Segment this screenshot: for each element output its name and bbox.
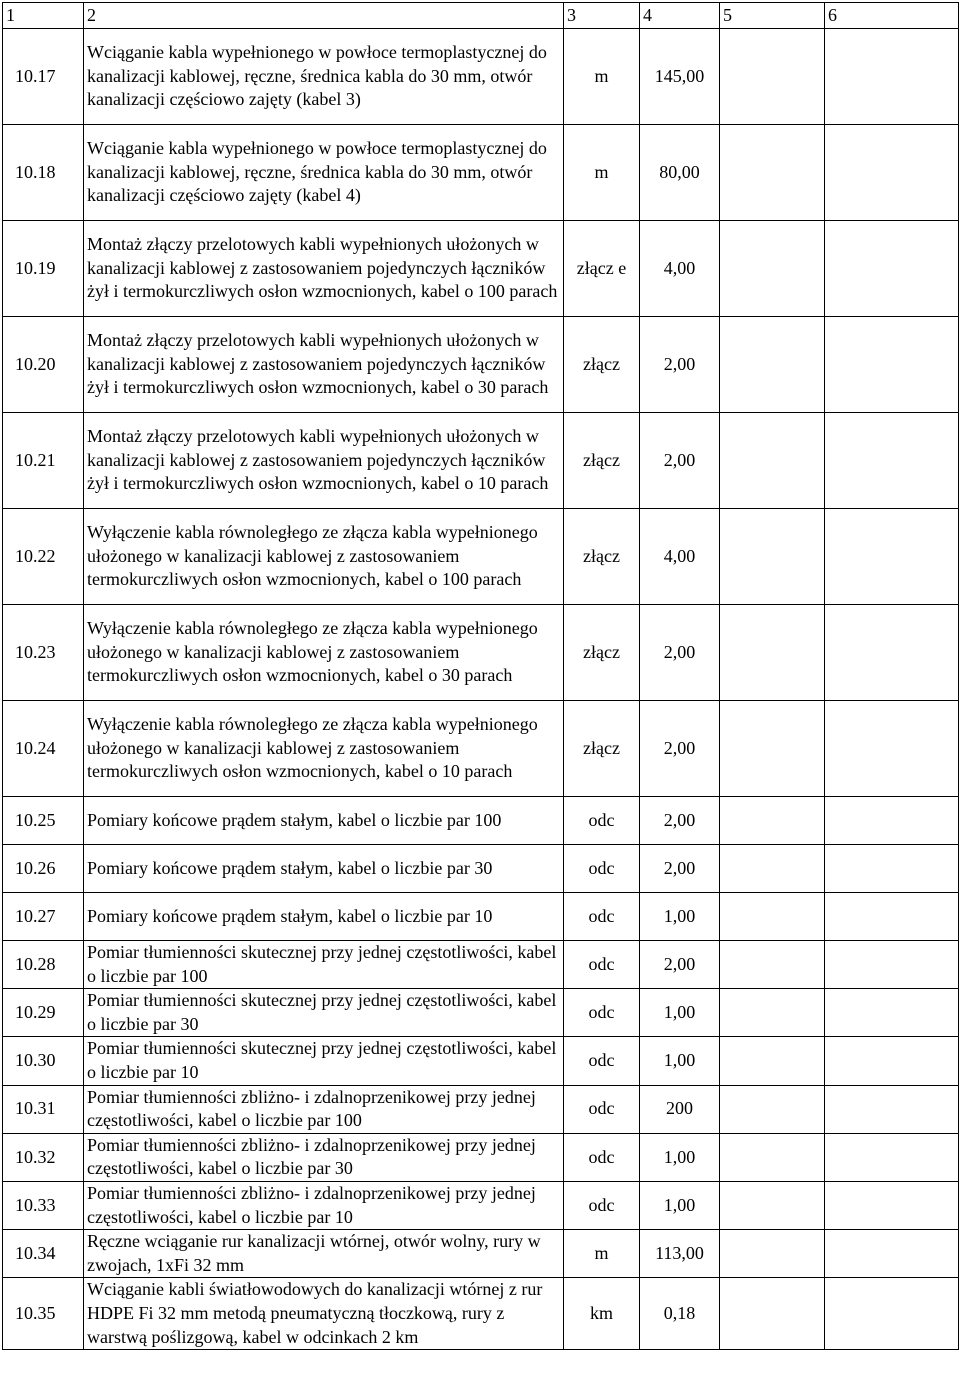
item-unit: złącz [564,605,640,701]
item-col-6 [825,1133,959,1181]
item-col-5 [720,1230,825,1278]
item-col-6 [825,1085,959,1133]
item-description: Pomiar tłumienności skutecznej przy jednej częstotliwości, kabel o liczbie par 100 [84,941,564,989]
item-description: Montaż złączy przelotowych kabli wypełnionych ułożonych w kanalizacji kablowej z zastosowaniem pojedynczych łączników żył i termokurczliwych osłon wzmocnionych, kabel o 100 parach [84,221,564,317]
item-number: 10.34 [3,1230,84,1278]
item-quantity: 1,00 [640,1133,720,1181]
item-description: Pomiar tłumienności zbliżno- i zdalnoprzenikowej przy jednej częstotliwości, kabel o liczbie par 100 [84,1085,564,1133]
item-description: Wyłączenie kabla równoległego ze złącza kabla wypełnionego ułożonego w kanalizacji kablowej z zastosowaniem termokurczliwych osłon wzmocnionych, kabel o 30 parach [84,605,564,701]
table-body [3,29,959,1350]
item-number: 10.28 [3,941,84,989]
item-col-6 [825,125,959,221]
item-col-6 [825,1181,959,1229]
table-row [3,941,959,989]
item-quantity: 2,00 [640,701,720,797]
table-row [3,509,959,605]
item-description: Wyłączenie kabla równoległego ze złącza kabla wypełnionego ułożonego w kanalizacji kablowej z zastosowaniem termokurczliwych osłon wzmocnionych, kabel o 10 parach [84,701,564,797]
table-header [3,3,959,29]
item-unit: złącz e [564,221,640,317]
item-number: 10.27 [3,893,84,941]
table-row [3,1181,959,1229]
item-unit: złącz [564,317,640,413]
item-description: Pomiary końcowe prądem stałym, kabel o liczbie par 10 [84,893,564,941]
item-number: 10.23 [3,605,84,701]
item-unit: odc [564,941,640,989]
item-description: Wciąganie kabli światłowodowych do kanalizacji wtórnej z rur HDPE Fi 32 mm metodą pneumatyczną tłoczkową, rury z warstwą poślizgową, kabel w odcinkach 2 km [84,1278,564,1350]
item-unit: odc [564,1085,640,1133]
item-description: Wciąganie kabla wypełnionego w powłoce termoplastycznej do kanalizacji kablowej, ręczne, średnica kabla do 30 mm, otwór kanalizacji częściowo zajęty (kabel 4) [84,125,564,221]
item-quantity: 145,00 [640,29,720,125]
item-unit: złącz [564,509,640,605]
item-unit: odc [564,989,640,1037]
item-description: Ręczne wciąganie rur kanalizacji wtórnej, otwór wolny, rury w zwojach, 1xFi 32 mm [84,1230,564,1278]
item-description: Pomiar tłumienności skutecznej przy jednej częstotliwości, kabel o liczbie par 30 [84,989,564,1037]
item-quantity: 200 [640,1085,720,1133]
item-col-5 [720,797,825,845]
table-row [3,989,959,1037]
item-quantity: 1,00 [640,989,720,1037]
header-col-5: 5 [720,3,825,29]
header-col-6: 6 [825,3,959,29]
cost-estimate-table [2,2,959,1350]
item-unit: złącz [564,413,640,509]
item-description: Montaż złączy przelotowych kabli wypełnionych ułożonych w kanalizacji kablowej z zastosowaniem pojedynczych łączników żył i termokurczliwych osłon wzmocnionych, kabel o 30 parach [84,317,564,413]
item-quantity: 2,00 [640,605,720,701]
item-number: 10.32 [3,1133,84,1181]
item-description: Wciąganie kabla wypełnionego w powłoce termoplastycznej do kanalizacji kablowej, ręczne, średnica kabla do 30 mm, otwór kanalizacji częściowo zajęty (kabel 3) [84,29,564,125]
item-number: 10.19 [3,221,84,317]
item-col-5 [720,413,825,509]
item-unit: odc [564,1181,640,1229]
item-unit: odc [564,1133,640,1181]
item-description: Montaż złączy przelotowych kabli wypełnionych ułożonych w kanalizacji kablowej z zastosowaniem pojedynczych łączników żył i termokurczliwych osłon wzmocnionych, kabel o 10 parach [84,413,564,509]
header-col-3: 3 [564,3,640,29]
item-col-5 [720,845,825,893]
item-col-6 [825,845,959,893]
item-col-6 [825,1278,959,1350]
item-quantity: 2,00 [640,413,720,509]
table-row [3,893,959,941]
table-row [3,1133,959,1181]
item-col-5 [720,509,825,605]
item-quantity: 2,00 [640,941,720,989]
item-col-6 [825,989,959,1037]
item-unit: m [564,125,640,221]
item-col-5 [720,1181,825,1229]
item-col-5 [720,221,825,317]
item-description: Pomiar tłumienności skutecznej przy jednej częstotliwości, kabel o liczbie par 10 [84,1037,564,1085]
item-quantity: 4,00 [640,221,720,317]
item-number: 10.31 [3,1085,84,1133]
table-row [3,1085,959,1133]
item-col-6 [825,317,959,413]
header-col-4: 4 [640,3,720,29]
item-col-5 [720,701,825,797]
item-quantity: 4,00 [640,509,720,605]
item-description: Pomiary końcowe prądem stałym, kabel o liczbie par 30 [84,845,564,893]
item-number: 10.22 [3,509,84,605]
item-number: 10.24 [3,701,84,797]
item-number: 10.25 [3,797,84,845]
item-col-5 [720,893,825,941]
item-description: Wyłączenie kabla równoległego ze złącza kabla wypełnionego ułożonego w kanalizacji kablowej z zastosowaniem termokurczliwych osłon wzmocnionych, kabel o 100 parach [84,509,564,605]
item-number: 10.29 [3,989,84,1037]
item-col-6 [825,1230,959,1278]
item-unit: km [564,1278,640,1350]
table-row [3,701,959,797]
item-col-5 [720,29,825,125]
item-col-5 [720,125,825,221]
item-col-6 [825,1037,959,1085]
item-col-6 [825,29,959,125]
item-col-6 [825,701,959,797]
item-number: 10.17 [3,29,84,125]
item-quantity: 1,00 [640,1181,720,1229]
item-quantity: 1,00 [640,1037,720,1085]
item-col-5 [720,1133,825,1181]
item-col-5 [720,989,825,1037]
item-number: 10.18 [3,125,84,221]
item-quantity: 80,00 [640,125,720,221]
table-row [3,125,959,221]
item-unit: złącz [564,701,640,797]
item-unit: odc [564,797,640,845]
item-unit: odc [564,893,640,941]
item-col-6 [825,509,959,605]
item-unit: m [564,29,640,125]
item-description: Pomiar tłumienności zbliżno- i zdalnoprzenikowej przy jednej częstotliwości, kabel o liczbie par 30 [84,1133,564,1181]
item-col-5 [720,941,825,989]
table-row [3,29,959,125]
table-row [3,317,959,413]
item-number: 10.35 [3,1278,84,1350]
item-number: 10.20 [3,317,84,413]
item-unit: odc [564,845,640,893]
item-col-6 [825,413,959,509]
item-number: 10.21 [3,413,84,509]
table-row [3,1037,959,1085]
table-row [3,221,959,317]
item-col-5 [720,1278,825,1350]
item-unit: odc [564,1037,640,1085]
item-col-5 [720,1085,825,1133]
item-description: Pomiary końcowe prądem stałym, kabel o liczbie par 100 [84,797,564,845]
item-quantity: 113,00 [640,1230,720,1278]
item-col-5 [720,1037,825,1085]
item-unit: m [564,1230,640,1278]
item-col-5 [720,605,825,701]
item-number: 10.26 [3,845,84,893]
table-row [3,1230,959,1278]
item-col-6 [825,893,959,941]
table-row [3,605,959,701]
item-quantity: 1,00 [640,893,720,941]
item-col-6 [825,605,959,701]
item-quantity: 0,18 [640,1278,720,1350]
item-col-6 [825,221,959,317]
table-row [3,413,959,509]
header-col-1: 1 [3,3,84,29]
table-row [3,1278,959,1350]
item-number: 10.30 [3,1037,84,1085]
item-quantity: 2,00 [640,797,720,845]
item-col-5 [720,317,825,413]
item-description: Pomiar tłumienności zbliżno- i zdalnoprzenikowej przy jednej częstotliwości, kabel o liczbie par 10 [84,1181,564,1229]
item-col-6 [825,797,959,845]
header-row [3,3,959,29]
item-number: 10.33 [3,1181,84,1229]
item-quantity: 2,00 [640,845,720,893]
header-col-2: 2 [84,3,564,29]
table-row [3,797,959,845]
item-quantity: 2,00 [640,317,720,413]
item-col-6 [825,941,959,989]
table-row [3,845,959,893]
